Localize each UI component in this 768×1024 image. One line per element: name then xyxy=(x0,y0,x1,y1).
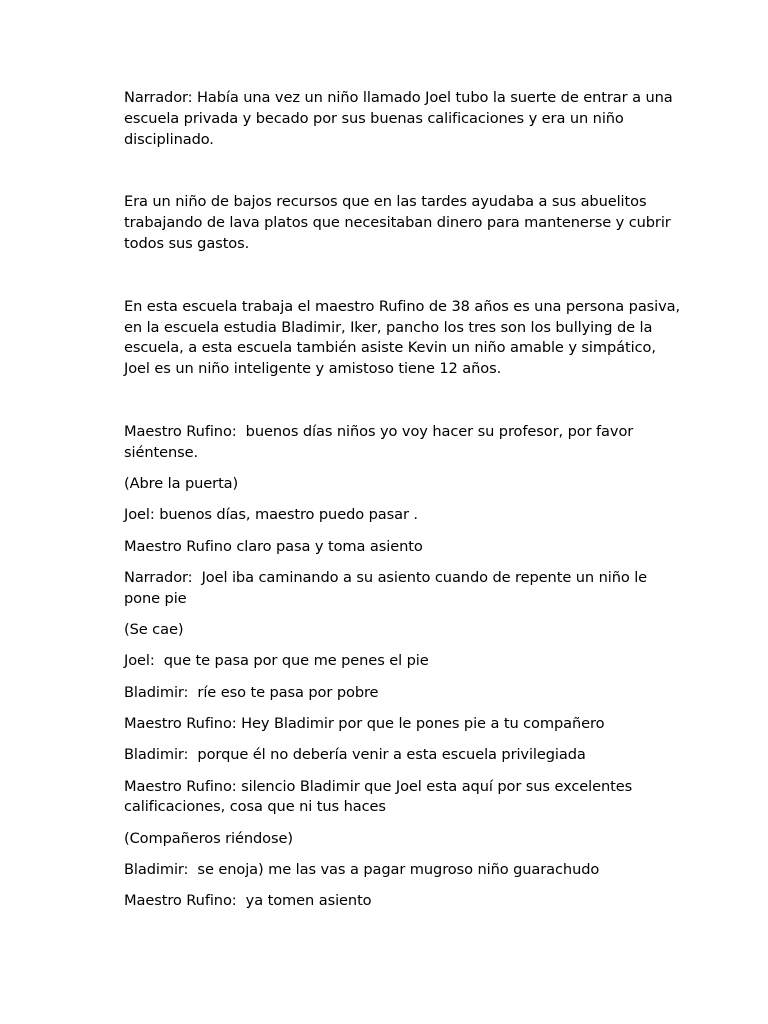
dialogue-line: Joel: buenos días, maestro puedo pasar . xyxy=(124,506,418,524)
paragraph-narration-background: Era un niño de bajos recursos que en las tardes ayudaba a sus abuelitos trabajando de lava platos que necesitaban dinero para mantenerse y cubrir todos sus gastos. xyxy=(124,193,676,252)
dialogue-line: Narrador: Joel iba caminando a su asiento cuando de repente un niño le pone pie xyxy=(124,568,652,607)
dialogue-line: Maestro Rufino claro pasa y toma asiento xyxy=(124,537,423,555)
dialogue-line: Maestro Rufino: silencio Bladimir que Joel esta aquí por sus excelentes calificaciones, cosa que ni tus haces xyxy=(124,777,637,816)
dialogue-line: Bladimir: porque él no debería venir a esta escuela privilegiada xyxy=(124,746,586,764)
document-page xyxy=(124,88,684,912)
dialogue-line: Maestro Rufino: ya tomen asiento xyxy=(124,892,372,910)
paragraph-narration-intro: Narrador: Había una vez un niño llamado Joel tubo la suerte de entrar a una escuela privada y becado por sus buenas calificaciones y era un niño disciplinado. xyxy=(124,89,678,148)
dialogue-line: Maestro Rufino: buenos días niños yo voy hacer su profesor, por favor siéntense. xyxy=(124,422,638,461)
dialogue-line: Joel: que te pasa por que me penes el pie xyxy=(124,652,429,670)
stage-direction: (Abre la puerta) xyxy=(124,475,239,493)
stage-direction: (Se cae) xyxy=(124,621,184,639)
stage-direction: (Compañeros riéndose) xyxy=(124,829,293,847)
dialogue-line: Bladimir: ríe eso te pasa por pobre xyxy=(124,683,379,701)
dialogue-line: Bladimir: se enoja) me las vas a pagar mugroso niño guarachudo xyxy=(124,860,600,878)
dialogue-line: Maestro Rufino: Hey Bladimir por que le pones pie a tu compañero xyxy=(124,714,605,732)
paragraph-narration-characters: En esta escuela trabaja el maestro Rufino de 38 años es una persona pasiva, en la escuela estudia Bladimir, Iker, pancho los tres son los bullying de la escuela, a esta escuela también asiste Kevin un niño amable y simpático, Joel es un niño inteligente y amistoso tiene 12 años. xyxy=(124,297,685,378)
